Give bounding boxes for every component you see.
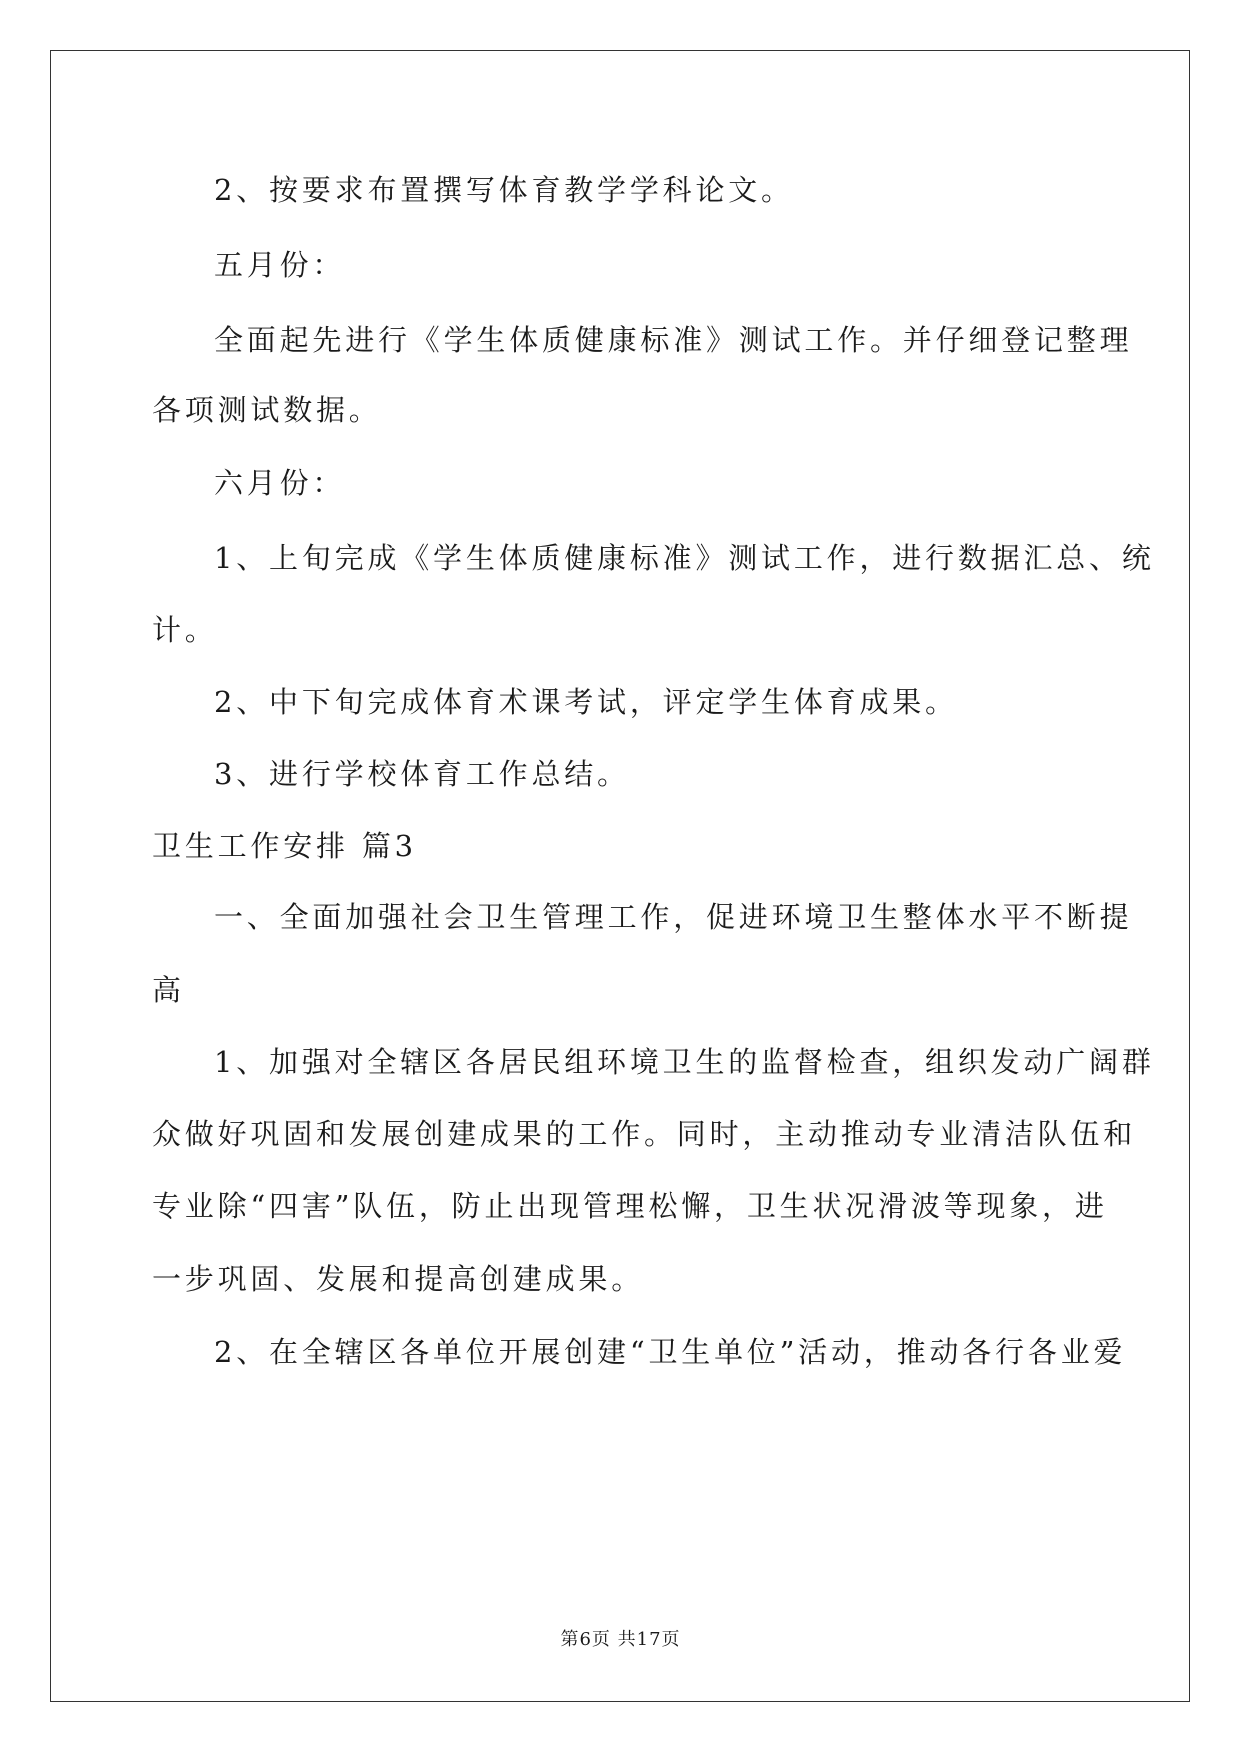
paragraph-line: 专业除“四害”队伍，防止出现管理松懈，卫生状况滑波等现象，进 — [152, 1189, 1108, 1223]
section-heading-may: 五月份： — [214, 248, 346, 282]
paragraph-line: 一、全面加强社会卫生管理工作，促进环境卫生整体水平不断提 — [214, 900, 1133, 934]
paragraph-line: 1、加强对全辖区各居民组环境卫生的监督检查，组织发动广阔群 — [214, 1045, 1155, 1079]
paragraph-line: 2、中下旬完成体育术课考试，评定学生体育成果。 — [214, 685, 958, 719]
paragraph-line: 一步巩固、发展和提高创建成果。 — [152, 1262, 645, 1296]
paragraph-line: 计。 — [152, 613, 218, 647]
page-number-footer: 第6页 共17页 — [560, 1629, 681, 1650]
article-heading: 卫生工作安排 篇3 — [152, 829, 417, 863]
paragraph-line: 各项测试数据。 — [152, 393, 382, 427]
paragraph-line: 1、上旬完成《学生体质健康标准》测试工作，进行数据汇总、统 — [214, 541, 1155, 575]
section-heading-june: 六月份： — [214, 466, 346, 500]
paragraph-line: 3、进行学校体育工作总结。 — [214, 757, 630, 791]
paragraph-line: 2、按要求布置撰写体育教学学科论文。 — [214, 173, 794, 207]
page-border — [50, 50, 1190, 1702]
paragraph-line: 高 — [152, 973, 185, 1007]
paragraph-line: 众做好巩固和发展创建成果的工作。同时，主动推动专业清洁队伍和 — [152, 1117, 1137, 1151]
paragraph-line: 全面起先进行《学生体质健康标准》测试工作。并仔细登记整理 — [214, 323, 1133, 357]
paragraph-line: 2、在全辖区各单位开展创建“卫生单位”活动，推动各行各业爱 — [214, 1335, 1127, 1369]
